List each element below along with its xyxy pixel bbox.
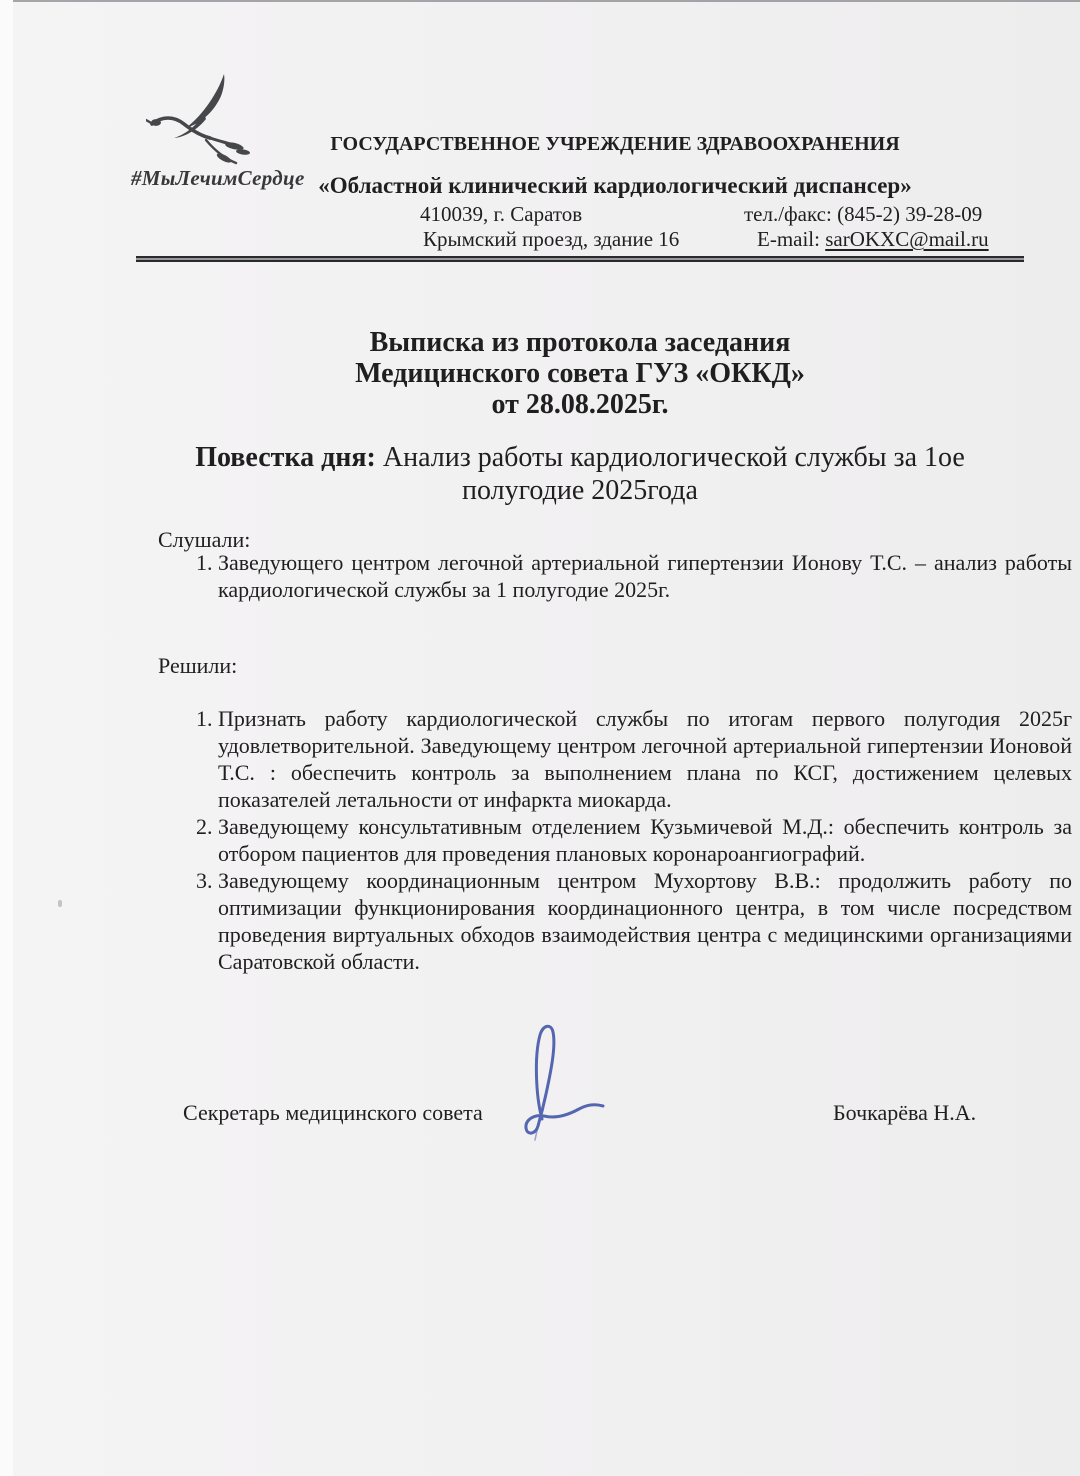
agenda-paragraph [140, 441, 1020, 507]
email-line [757, 227, 989, 252]
signature-ink-icon [516, 1018, 616, 1145]
agenda-text: Анализ работы кардиологической службы за 1ое полугодие 2025года [375, 442, 965, 506]
address-line-2: Крымский проезд, здание 16 [423, 227, 680, 251]
list-item: 2. Заведующему консультативным отделением Кузьмичевой М.Д.: обеспечить контроль за отбором пациентов для проведения плановых коронароангиографий. [218, 813, 1072, 867]
scan-edge-left [0, 0, 13, 1476]
signature-name: Бочкарёва Н.А. [833, 1100, 977, 1125]
org-type-heading: ГОСУДАРСТВЕННОЕ УЧРЕЖДЕНИЕ ЗДРАВООХРАНЕНИЯ [330, 133, 900, 155]
scan-edge-top [13, 0, 1080, 2]
resolved-heading: Решили: [158, 653, 238, 678]
address-line-1: 410039, г. Саратов [420, 202, 583, 226]
email-label: E-mail: [757, 227, 826, 251]
logo-hashtag: #МыЛечимСердце [131, 166, 305, 190]
list-item: 3. Заведующему координационным центром Мухортову В.В.: продолжить работу по оптимизации функционирования координационного центра, в том числе посредством проведения виртуальных обходов взаимодействия центра с медицинскими организациями Саратовской области. [218, 867, 1072, 975]
title-line-3: от 28.08.2025г. [491, 389, 669, 420]
agenda-label: Повестка дня: [195, 442, 376, 473]
heard-heading: Слушали: [158, 527, 251, 552]
scan-speck [58, 900, 62, 907]
title-line-2: Медицинского совета ГУЗ «ОККД» [355, 358, 805, 389]
list-item: 1. Признать работу кардиологической службы по итогам первого полугодия 2025г удовлетворительной. Заведующему центром легочной артериальной гипертензии Ионовой Т.С. : обеспечить контроль за выполнением плана по КСГ, достижением целевых показателей летальности от инфаркта миокарда. [218, 705, 1072, 813]
phone-fax-line: тел./факс: (845-2) 39-28-09 [744, 202, 983, 226]
stork-bird-logo-icon [146, 74, 258, 174]
email-address: sarOKXC@mail.ru [825, 227, 989, 251]
org-name-heading: «Областной клинический кардиологический диспансер» [318, 173, 912, 198]
resolved-list [158, 705, 1072, 975]
title-line-1: Выписка из протокола заседания [369, 327, 791, 358]
heard-list [158, 549, 1072, 603]
document-title [130, 327, 1030, 420]
signature-role: Секретарь медицинского совета [183, 1100, 483, 1125]
list-item: 1. Заведующего центром легочной артериальной гипертензии Ионову Т.С. – анализ работы кардиологической службы за 1 полугодие 2025г. [218, 549, 1072, 603]
letterhead-divider [136, 256, 1024, 262]
